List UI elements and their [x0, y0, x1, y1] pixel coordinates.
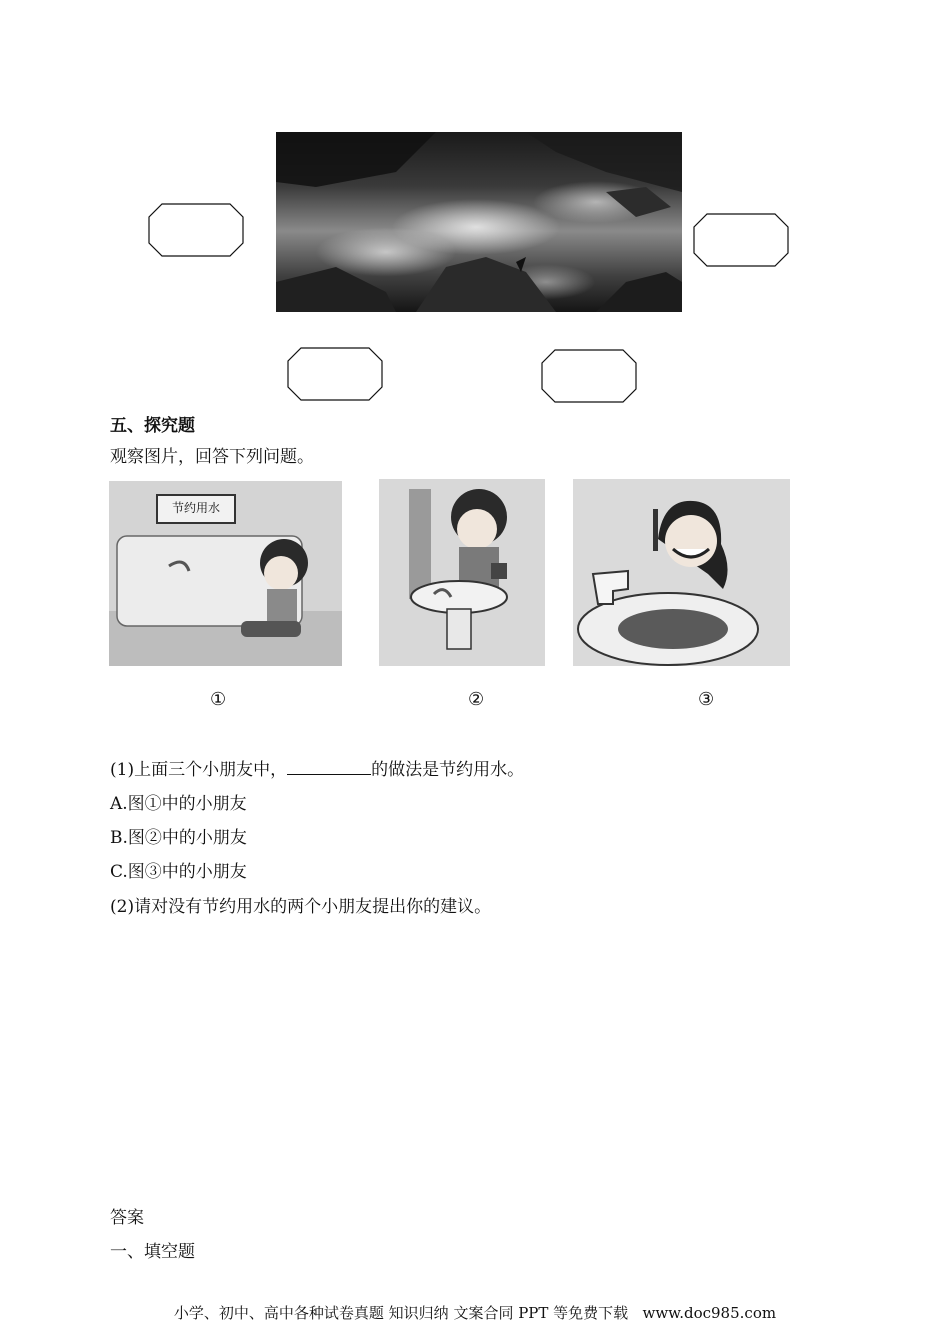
option-b: B.图②中的小朋友	[110, 828, 247, 848]
page-footer: 小学、初中、高中各种试卷真题 知识归纳 文案合同 PPT 等免费下载 www.doc985.com	[173, 1304, 777, 1322]
picture-label-2: ②	[468, 689, 485, 710]
answer-box-left	[148, 203, 244, 257]
answer-box-bottom-right	[541, 349, 637, 403]
picture-label-3: ③	[698, 689, 715, 710]
picture-label-1: ①	[210, 689, 227, 710]
option-a: A.图①中的小朋友	[110, 794, 247, 814]
waterfall-photo	[276, 132, 682, 312]
section-title: 五、探究题	[110, 416, 195, 436]
sign-text: 节约用水	[171, 501, 220, 515]
question-1-prefix: (1)上面三个小朋友中，	[110, 760, 288, 780]
answer-blank[interactable]	[287, 758, 371, 775]
answer-box-bottom-left	[287, 347, 383, 401]
instruction: 观察图片，回答下列问题。	[110, 447, 314, 467]
answer-box-right	[693, 213, 789, 267]
picture-1	[109, 481, 342, 666]
question-2: (2)请对没有节约用水的两个小朋友提出你的建议。	[110, 897, 492, 917]
answers-title: 答案	[110, 1208, 144, 1228]
question-1	[110, 758, 524, 782]
picture-2	[379, 479, 545, 666]
option-c: C.图③中的小朋友	[110, 862, 247, 882]
question-1-suffix: 的做法是节约用水。	[371, 760, 525, 780]
answers-section-1: 一、填空题	[110, 1242, 195, 1262]
picture-3	[573, 479, 790, 666]
